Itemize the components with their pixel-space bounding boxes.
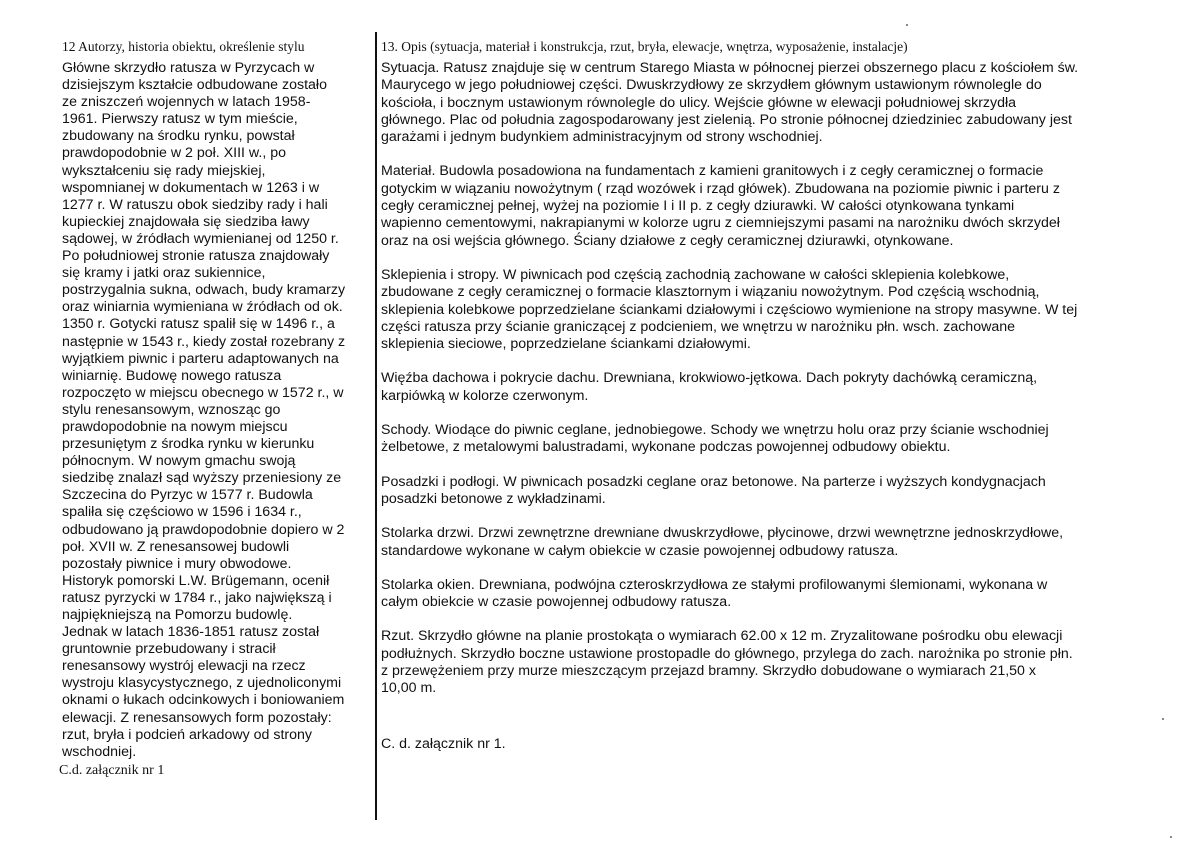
history-line: stylu renesansowym, wznosząc go [62,401,281,418]
scan-speck [906,24,908,26]
history-line: dzisiejszym kształcie odbudowane zostało [62,77,327,94]
history-line: Po południowej stronie ratusza znajdowały [62,248,330,265]
history-line: oraz winiarnia wymieniana w źródłach od ok. [62,299,343,316]
history-line: zbudowany na środku rynku, powstał [62,128,295,145]
section-stolarka-drzwi [381,525,1141,560]
history-line: wystroju klasycystycznego, z ujednoliconymi [62,675,342,692]
history-line: postrzygalnia sukna, odwach, budy kramarzy [62,282,346,299]
section-line: Materiał. Budowla posadowiona na fundamentach z kamieni granitowych i z cegły ceramicznej o formacie [381,163,1044,180]
section-stolarka-okien [381,577,1141,612]
history-line: 1961. Pierwszy ratusz w tym mieście, [62,111,298,128]
section-line: Schody. Wiodące do piwnic ceglane, jednobiegowe. Schody we wnętrzu holu oraz przy ścianie wschodniej [381,422,1049,439]
section-line: sklepienia sieciowe, poprzedzielane ściankami działowymi. [381,336,751,353]
left-column [48,38,368,779]
history-line: renesansowy wystrój elewacji na rzecz [62,658,306,675]
section-line: Maurycego w jego południowej części. Dwuskrzydłowy ze skrzydłem głównym ustawionym równolegle do [381,77,1042,94]
section-line: Rzut. Skrzydło główne na planie prostokąta o wymiarach 62.00 x 12 m. Zryzalitowane pośrodku obu elewacji [381,628,1063,645]
history-line: spaliła się częściowo w 1596 i 1634 r., [62,504,302,521]
history-line: następnie w 1543 r., kiedy został rozebrany z [62,333,346,350]
history-line: prawdopodobnie w 2 poł. XIII w., po [62,145,286,162]
section-line: karpiówką w kolorze czerwonym. [381,387,589,404]
history-line: Szczecina do Pyrzyc w 1577 r. Budowla [62,487,313,504]
section-material [381,163,1141,249]
history-line: wschodniej. [62,743,137,760]
history-line: ze zniszczeń wojennych w latach 1958- [62,94,311,111]
section-sytuacja [381,60,1141,146]
column-divider [375,32,377,820]
section-line: podłużnych. Skrzydło boczne ustawione prostopadle do głównego, przylega do zach. narożnika po stronie płn. [381,645,1073,662]
section-line: Posadzki i podłogi. W piwnicach posadzki ceglane oraz betonowe. Na parterze i wyższych kondygnacjach [381,473,1046,490]
section-line: części ratusza przy ścianie graniczącej z podcieniem, we wnętrzu w narożniku płn. wsch. zachowane [381,318,1015,335]
history-line: siedzibę znalazł sąd wyższy przeniesiony ze [62,470,342,487]
history-line: prawdopodobnie na nowym miejscu [62,418,288,435]
history-line: wspomnianej w dokumentach w 1263 i w [62,179,320,196]
history-line: 1277 r. W ratuszu obok siedziby rady i hali [62,196,328,213]
section-line: Sklepienia i stropy. W piwnicach pod częścią zachodnią zachowane w całości sklepienia kolebkowe, [381,266,1010,283]
history-line: rozpoczęto w miejscu obecnego w 1572 r., w [62,384,344,401]
history-line: winiarnię. Budowę nowego ratusza [62,367,282,384]
section-line: Stolarka drzwi. Drzwi zewnętrzne drewniane dwuskrzydłowe, płycinowe, drzwi wewnętrzne jednoskrzydłowe, [381,525,1064,542]
history-line: Jednak w latach 1836-1851 ratusz został [62,624,320,641]
section-line: wapienno cementowymi, nakrapianymi w kolorze ugru z ciemniejszymi pasami na narożniku dwóch skrzydeł [381,215,1060,232]
section-wiezba [381,370,1141,405]
history-line: północnym. W nowym gmachu swoją [62,453,296,470]
section-line: Sytuacja. Ratusz znajduje się w centrum Starego Miasta w północnej pierzei obszernego placu z kościołem św. [381,60,1079,76]
section-line: cegły ceramicznej pełnej, wyżej na poziomie I i II p. z cegły dziurawki. W całości otynkowana tynkami [381,198,1015,215]
section-line: sklepienia kolebkowe poprzedzielane ściankami działowymi i częściowo wymienione na stropy masywne. W tej [381,301,1078,318]
history-text [48,60,368,761]
section-line: garażami i jednym budynkiem administracyjnym od strony wschodniej. [381,129,823,146]
scan-speck [1162,718,1164,720]
history-line: Główne skrzydło ratusza w Pyrzycach w [62,60,315,76]
scan-speck [1170,836,1172,838]
section-line: żelbetowe, z metalowymi balustradami, wykonane podczas powojennej odbudowy obiektu. [381,439,951,456]
left-attachment-note: C.d. załącznik nr 1 [59,762,165,778]
history-line: elewacji. Z renesansowych form pozostały: [62,709,332,726]
history-line: rzut, bryła i podcień arkadowy od strony [62,726,312,743]
history-line: poł. XVII w. Z renesansowej budowli [62,538,290,555]
section-line: standardowe wykonane w całym obiekcie w czasie powojennej odbudowy ratusza. [381,542,899,559]
section-line: 10,00 m. [381,680,437,697]
section-line: Stolarka okien. Drewniana, podwójna czteroskrzydłowa ze stałymi profilowanymi ślemionami, wykonana w [381,576,1048,593]
right-column-header: 13. Opis (sytuacja, materiał i konstrukcja, rzut, bryła, elewacje, wnętrza, wyposażenie, instalacje) [381,39,908,54]
right-attachment-note: C. d. załącznik nr 1. [381,735,506,752]
section-line: oraz na osi wejścia głównego. Ściany działowe z cegły ceramicznej dziurawki, otynkowane. [381,232,954,249]
history-line: 1350 r. Gotycki ratusz spalił się w 1496 r., a [62,316,335,333]
section-schody [381,422,1141,457]
section-line: gotyckim w wiązaniu nowożytnym ( rząd wozówek i rząd główek). Zbudowana na poziomie piwnic i parteru z [381,180,1060,197]
section-line: z przewężeniem przy murze mieszczącym przejazd bramny. Skrzydło dobudowane o wymiarach 21,50 x [381,663,1036,680]
right-column [381,38,1141,753]
section-line: głównego. Plac od południa zagospodarowany jest zielenią. Po stronie północnej dziedziniec zabudowany jest [381,111,1072,128]
history-line: sądowej, w źródłach wymienianej od 1250 r. [62,230,339,247]
left-column-header: 12 Autorzy, historia obiektu, określenie stylu [62,39,305,54]
section-line: posadzki betonowe z wykładzinami. [381,490,606,507]
history-line: przesuniętym z środka rynku w kierunku [62,436,315,453]
history-line: pozostały piwnice i mury obwodowe. [62,555,292,572]
section-line: zbudowane z cegły ceramicznej o formacie klasztornym i wiązaniu nowożytnym. Pod częścią wschodnią, [381,284,1040,301]
history-line: Historyk pomorski L.W. Brügemann, ocenił [62,572,330,589]
history-line: oknami o łukach odcinkowych i boniowaniem [62,692,345,709]
history-line: gruntownie przebudowany i stracił [62,641,276,658]
section-posadzki [381,474,1141,509]
history-line: najpiękniejszą na Pomorzu budowlę. [62,607,293,623]
history-line: wykształceniu się rady miejskiej, [62,162,266,179]
history-line: wyjątkiem piwnic i parteru adaptowanych na [62,350,339,367]
history-line: odbudowano ją prawdopodobnie dopiero w 2 [62,521,345,538]
section-line: kościoła, i bocznym ustawionym równolegle do ulicy. Wejście główne w elewacji południowej skrzydła [381,94,1017,111]
section-line: całym obiekcie w czasie powojennej odbudowy ratusza. [381,594,732,611]
section-sklepienia [381,267,1141,353]
history-line: się kramy i jatki oraz sukiennice, [62,265,266,282]
section-rzut [381,628,1141,697]
history-line: kupieckiej znajdowała się siedziba ławy [62,213,310,230]
section-line: Więźba dachowa i pokrycie dachu. Drewniana, krokwiowo-jętkowa. Dach pokryty dachówką ceramiczną, [381,370,1038,387]
history-line: ratusz pyrzycki w 1784 r., jako największą i [62,589,332,606]
